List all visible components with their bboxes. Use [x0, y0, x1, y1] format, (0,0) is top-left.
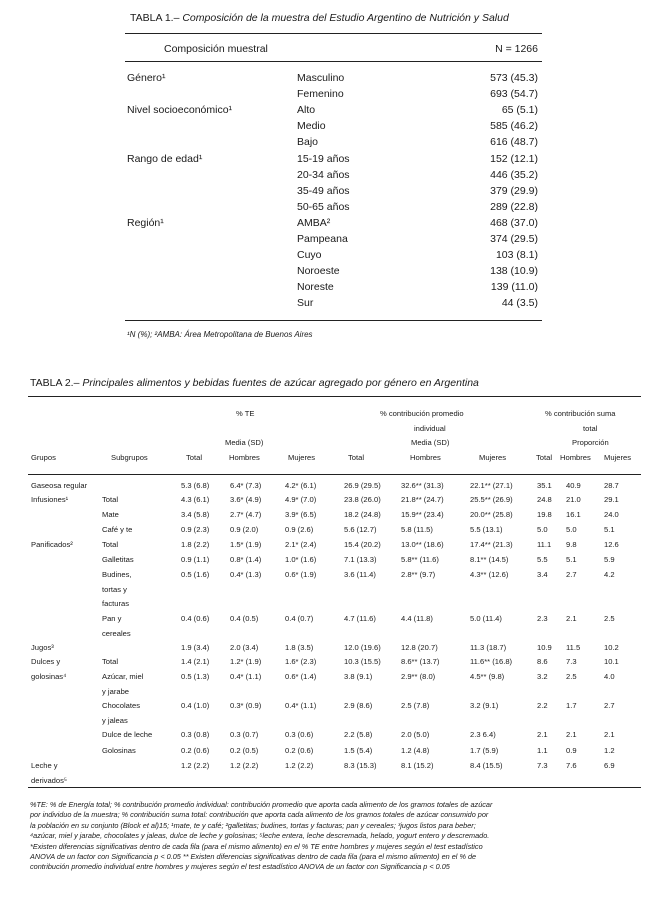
table2-cell: 22.1** (27.1) — [470, 481, 513, 490]
table2-header-media-sd: Media (SD) — [225, 438, 264, 447]
table2-cell: 19.8 — [537, 510, 552, 519]
table2-cell: 23.8 (26.0) — [344, 495, 381, 504]
table2-cell: 35.1 — [537, 481, 552, 490]
table2-cell: 15.4 (20.2) — [344, 540, 381, 549]
table2-cell: 2.1* (2.4) — [285, 540, 317, 549]
table1-header-rule — [125, 61, 542, 62]
table1-value: 139 (11.0) — [490, 281, 538, 294]
table2-cell: 5.5 — [537, 555, 548, 564]
table2-cell: 11.1 — [537, 540, 552, 549]
table2-cell: 1.8 (3.5) — [285, 643, 314, 652]
table2-cell: 2.1 — [566, 614, 577, 623]
table2-cell: 4.9* (7.0) — [285, 495, 317, 504]
table1-category: AMBA² — [297, 216, 331, 229]
table2-cell: 10.3 (15.5) — [344, 657, 381, 666]
table2-group: derivados⁵ — [31, 775, 68, 785]
table2-subgroup: Café y te — [102, 525, 133, 534]
table2-cell: 1.7 — [566, 701, 577, 710]
table2-cell: 4.0 — [604, 672, 615, 681]
table2-cell: 2.0 (5.0) — [401, 730, 430, 739]
table2-subgroup: facturas — [102, 599, 130, 608]
table2-cell: 11.5 — [566, 643, 581, 652]
table2-footnote-line: por individuo de la muestra; % contribución suma total: contribución que aporta cada alimento de los gramos totales de azúcar consumido por — [30, 810, 489, 820]
table1-category: Medio — [297, 120, 326, 133]
table2-cell: 11.3 (18.7) — [470, 643, 507, 652]
table2-cell: 1.2 (4.8) — [401, 746, 430, 755]
table2-cell: 2.7 — [604, 701, 615, 710]
table2-cell: 0.4 (1.0) — [181, 701, 210, 710]
table2-cell: 0.3* (0.9) — [230, 701, 262, 710]
table2-cell: 8.6 — [537, 657, 548, 666]
table2-cell: 8.1** (14.5) — [470, 555, 509, 564]
table1-category: Cuyo — [297, 249, 322, 262]
table2-col-st-total: Total — [536, 453, 553, 462]
table2-cell: 5.9 — [604, 555, 615, 564]
table2-header-individual: individual — [414, 424, 446, 433]
table2-cell: 0.6* (1.9) — [285, 570, 317, 579]
table2-cell: 9.8 — [566, 540, 577, 549]
table2-cell: 24.0 — [604, 510, 619, 519]
table1-value: 138 (10.9) — [490, 265, 538, 278]
table2-subgroup: y jarabe — [102, 686, 130, 696]
table2-cell: 5.0 — [566, 525, 577, 534]
table1-value: 65 (5.1) — [501, 104, 538, 117]
table2-cell: 4.2* (6.1) — [285, 481, 317, 490]
table2-subgroup: Dulce de leche — [102, 730, 153, 739]
table2-subgroup: y jaleas — [102, 715, 128, 725]
table2-cell: 2.8** (9.7) — [401, 570, 436, 579]
table2-cell: 3.4 — [537, 570, 548, 579]
table2-cell: 17.4** (21.3) — [470, 540, 513, 549]
table1-value: 693 (54.7) — [490, 88, 538, 101]
table2-cell: 1.7 (5.9) — [470, 746, 499, 755]
table2-cell: 7.3 — [537, 761, 548, 770]
table2-cell: 0.5 (1.6) — [181, 570, 210, 579]
table2-group: Panificados² — [31, 540, 73, 549]
table2-cell: 5.8 (11.5) — [401, 525, 433, 534]
table2-cell: 1.2* (1.9) — [230, 657, 262, 666]
table2-cell: 2.0 (3.4) — [230, 643, 259, 652]
table1-group-label: Rango de edad¹ — [127, 152, 203, 165]
table2-cell: 5.1 — [566, 555, 577, 564]
table2-cell: 0.9 (2.0) — [230, 525, 259, 534]
table2-cell: 0.9 — [566, 746, 577, 755]
table1-footnote: ¹N (%); ²AMBA: Área Metropolitana de Buenos Aires — [127, 330, 313, 339]
table2-cell: 2.7* (4.7) — [230, 510, 262, 519]
table2-cell: 2.1 — [604, 730, 615, 739]
table2-subgroup: cereales — [102, 628, 131, 638]
table2-cell: 6.4* (7.3) — [230, 481, 262, 490]
table2-cell: 6.9 — [604, 761, 615, 770]
table2-cell: 2.5 — [566, 672, 577, 681]
table2-cell: 1.5* (1.9) — [230, 540, 262, 549]
table2-subgroup: Total — [102, 657, 119, 666]
table2-cell: 7.3 — [566, 657, 577, 666]
table2-cell: 13.0** (18.6) — [401, 540, 444, 549]
table2-footnote-line: *Existen diferencias significativas dentro de cada fila (para el mismo alimento) en el % TE entre hombres y mujeres según el test estadístico — [30, 841, 483, 851]
table2-cell: 40.9 — [566, 481, 581, 490]
table2-footnote-line: ANOVA de un factor con Significancia p < 0.05 ** Existen diferencias significativas dentro de cada fila (para el mismo alimento) en el % de — [30, 852, 477, 862]
table2-subgroup: Golosinas — [102, 746, 136, 755]
table1-value: 585 (46.2) — [490, 120, 538, 133]
table2-cell: 1.1 — [537, 746, 548, 755]
table1-category: Masculino — [297, 72, 345, 84]
table2-cell: 5.8** (11.6) — [401, 555, 439, 564]
table2-cell: 1.4 (2.1) — [181, 657, 210, 666]
table1-category: 50-65 años — [297, 200, 350, 213]
table2-subgroup: Budines, — [102, 570, 132, 579]
table2-cell: 2.1 — [566, 730, 577, 739]
table2-cell: 25.5** (26.9) — [470, 495, 513, 504]
table2-header-contrib: % contribución promedio — [380, 409, 464, 418]
table2-col-grupos: Grupos — [31, 453, 56, 462]
table2-cell: 1.2 (2.2) — [285, 761, 314, 770]
table2-cell: 2.3 — [537, 614, 548, 623]
table2-cell: 4.4 (11.8) — [401, 614, 433, 623]
table2-footnote-line: contribución promedio individual entre hombres y mujeres según el test estadístico ANOVA de un factor con Significancia p < 0.05 — [30, 862, 450, 872]
table1-value: 379 (29.9) — [490, 184, 538, 197]
table1-group-label: Región¹ — [127, 216, 164, 229]
table2-cell: 0.4 (0.5) — [230, 614, 259, 623]
table2-cell: 0.3 (0.7) — [230, 730, 259, 739]
table2-group: Gaseosa regular — [31, 481, 88, 490]
table2-footnote — [30, 800, 650, 873]
table2-cell: 4.5** (9.8) — [470, 672, 505, 681]
table2-subgroup: Total — [102, 540, 119, 549]
table2-cell: 3.2 — [537, 672, 548, 681]
table2-subgroup: Azúcar, miel — [102, 672, 144, 681]
table2-cell: 8.4 (15.5) — [470, 761, 503, 770]
table1-title-prefix: TABLA 1.– — [130, 12, 180, 24]
table2-cell: 3.4 (5.8) — [181, 510, 210, 519]
table2-cell: 4.3 (6.1) — [181, 495, 210, 504]
table2-group: Jugos³ — [31, 643, 54, 652]
table2-cell: 5.3 (6.8) — [181, 481, 210, 490]
table1-category: Noroeste — [297, 265, 340, 278]
table1-category: 20-34 años — [297, 168, 350, 181]
table2-cell: 10.2 — [604, 643, 619, 652]
table1-category: 15-19 años — [297, 152, 350, 165]
table1-category: Alto — [297, 104, 316, 117]
table2-header-media-sd-2: Media (SD) — [411, 438, 450, 447]
table2-cell: 0.9 (2.3) — [181, 525, 210, 534]
table2-cell: 18.2 (24.8) — [344, 510, 381, 519]
table2-header-suma: % contribución suma — [545, 409, 616, 418]
table2-cell: 5.1 — [604, 525, 615, 534]
table2-cell: 4.3** (12.6) — [470, 570, 509, 579]
table2-cell: 2.9** (8.0) — [401, 672, 436, 681]
table2-cell: 0.4 (0.7) — [285, 614, 314, 623]
table2-subgroup: Galletitas — [102, 555, 134, 564]
table2-cell: 4.7 (11.6) — [344, 614, 376, 623]
table2-footnote-line: ⁴azúcar, miel y jarabe, chocolates y jaleas, dulce de leche y golosinas; ⁵leche entera, leche descremada, helado, yogurt entero y descremado. — [30, 831, 490, 841]
table2-cell: 0.4* (1.1) — [285, 701, 317, 710]
table2-title-prefix: TABLA 2.– — [30, 377, 80, 389]
table2-group: Leche y — [31, 761, 58, 770]
table2-cell: 0.4* (1.3) — [230, 570, 262, 579]
table2-cell: 0.6* (1.4) — [285, 672, 317, 681]
table1-category: 35-49 años — [297, 184, 350, 197]
table2-cell: 8.6** (13.7) — [401, 657, 440, 666]
table2-cell: 0.2 (0.6) — [181, 746, 210, 755]
table2-cell: 20.0** (25.8) — [470, 510, 513, 519]
table2-col-te-mujeres: Mujeres — [288, 453, 316, 462]
table2-cell: 1.2 (2.2) — [230, 761, 259, 770]
table1-group-label: Nivel socioeconómico¹ — [127, 104, 233, 117]
table2-cell: 2.5 — [604, 614, 615, 623]
table2-cell: 2.5 (7.8) — [401, 701, 430, 710]
table2-bottom-rule — [28, 787, 641, 788]
table2-cell: 1.2 (2.2) — [181, 761, 210, 770]
table2-cell: 0.2 (0.5) — [230, 746, 259, 755]
table2-title — [30, 377, 479, 389]
table2-header-te: % TE — [236, 409, 255, 418]
table2-cell: 28.7 — [604, 481, 619, 490]
table2-subgroup: Chocolates — [102, 701, 140, 710]
table2-group: Dulces y — [31, 657, 61, 666]
table2-col-st-mujeres: Mujeres — [604, 453, 632, 462]
table2-top-rule — [28, 396, 641, 397]
table1-group-label: Género¹ — [127, 72, 166, 84]
table1-value: 616 (48.7) — [490, 136, 538, 149]
table2-cell: 3.9* (6.5) — [285, 510, 317, 519]
table2-group: Infusiones¹ — [31, 495, 69, 504]
table2-header-proporcion: Proporción — [572, 438, 609, 447]
table2-cell: 1.5 (5.4) — [344, 746, 373, 755]
table2-header-total: total — [583, 424, 598, 433]
table2-cell: 10.9 — [537, 643, 552, 652]
table2-cell: 32.6** (31.3) — [401, 481, 444, 490]
table1-category: Femenino — [297, 88, 344, 101]
table2-cell: 7.6 — [566, 761, 577, 770]
table2-cell: 11.6** (16.8) — [470, 657, 513, 666]
table1-header-right: N = 1266 — [495, 43, 538, 55]
table1-value: 468 (37.0) — [490, 216, 538, 229]
table2-header-rule — [28, 474, 641, 475]
table2-col-ci-hombres: Hombres — [410, 453, 441, 462]
table2-cell: 5.5 (13.1) — [470, 525, 503, 534]
table2-cell: 3.8 (9.1) — [344, 672, 373, 681]
table1-top-rule — [125, 33, 542, 34]
table2-cell: 3.2 (9.1) — [470, 701, 499, 710]
table2-cell: 2.3 6.4) — [470, 730, 496, 739]
table2-subgroup: Total — [102, 495, 119, 504]
table2-cell: 0.8* (1.4) — [230, 555, 262, 564]
table1-title — [130, 12, 509, 24]
table2-cell: 7.1 (13.3) — [344, 555, 377, 564]
table2-cell: 29.1 — [604, 495, 619, 504]
table2-cell: 1.2 — [604, 746, 615, 755]
table2-cell: 0.2 (0.6) — [285, 746, 314, 755]
table2-cell: 8.1 (15.2) — [401, 761, 434, 770]
table2-cell: 21.8** (24.7) — [401, 495, 444, 504]
table2-cell: 5.0 — [537, 525, 548, 534]
table2-col-st-hombres: Hombres — [560, 453, 591, 462]
table2-cell: 0.4 (0.6) — [181, 614, 210, 623]
table2-cell: 26.9 (29.5) — [344, 481, 381, 490]
table2-cell: 12.6 — [604, 540, 619, 549]
table1-value: 44 (3.5) — [501, 297, 538, 310]
table1-category: Sur — [297, 297, 314, 310]
table2-cell: 1.9 (3.4) — [181, 643, 210, 652]
table1-value: 103 (8.1) — [495, 249, 538, 262]
table2-cell: 3.6* (4.9) — [230, 495, 262, 504]
table2-cell: 2.1 — [537, 730, 548, 739]
table1-category: Pampeana — [297, 233, 348, 245]
table2-col-subgrupos: Subgrupos — [111, 453, 148, 462]
table1-category: Noreste — [297, 281, 334, 294]
table2-subgroup: Mate — [102, 510, 119, 519]
table2-cell: 8.3 (15.3) — [344, 761, 377, 770]
table2-cell: 10.1 — [604, 657, 619, 666]
table1-title-text: Composición de la muestra del Estudio Argentino de Nutrición y Salud — [182, 12, 509, 24]
table2-title-text: Principales alimentos y bebidas fuentes de azúcar agregado por género en Argentina — [82, 377, 479, 389]
table2-cell: 12.0 (19.6) — [344, 643, 381, 652]
table1-category: Bajo — [297, 136, 319, 149]
table1-value: 152 (12.1) — [490, 152, 538, 165]
table2-footnote-line: la población en su conjunto (Block et al)15; ¹mate, te y café; ²galletitas; budines, tortas y facturas; pan y cereales; ³jugos listos para beber; — [30, 820, 476, 830]
table1-header-left: Composición muestral — [164, 43, 268, 55]
table2-cell: 12.8 (20.7) — [401, 643, 438, 652]
table2-cell: 0.3 (0.8) — [181, 730, 210, 739]
table2-cell: 2.2 — [537, 701, 548, 710]
table2-cell: 0.5 (1.3) — [181, 672, 210, 681]
table2-cell: 2.7 — [566, 570, 577, 579]
table2-cell: 0.9 (2.6) — [285, 525, 314, 534]
table1-value: 446 (35.2) — [490, 168, 538, 181]
table2-cell: 1.8 (2.2) — [181, 540, 210, 549]
table2-footnote-line: %TE: % de Energía total; % contribución promedio individual: contribución promedio que aporta cada alimento de los gramos totales de azúcar — [30, 800, 493, 809]
table2-cell: 0.9 (1.1) — [181, 555, 210, 564]
table2-cell: 1.0* (1.6) — [285, 555, 317, 564]
table2-cell: 4.2 — [604, 570, 615, 579]
table2-col-ci-mujeres: Mujeres — [479, 453, 507, 462]
table2-cell: 15.9** (23.4) — [401, 510, 444, 519]
table2-col-te-total: Total — [186, 453, 203, 462]
table1-value: 573 (45.3) — [490, 72, 538, 84]
table2-col-ci-total: Total — [348, 453, 365, 462]
table1-value: 374 (29.5) — [490, 233, 538, 245]
table2-cell: 2.9 (8.6) — [344, 701, 373, 710]
table2-subgroup: Pan y — [102, 614, 122, 623]
table1-bottom-rule — [125, 320, 542, 321]
table2-cell: 3.6 (11.4) — [344, 570, 376, 579]
table2-group: golosinas⁴ — [31, 671, 67, 681]
table2-cell: 2.2 (5.8) — [344, 730, 373, 739]
table2-cell: 16.1 — [566, 510, 581, 519]
table2-cell: 21.0 — [566, 495, 581, 504]
table2-col-te-hombres: Hombres — [229, 453, 260, 462]
table2-cell: 24.8 — [537, 495, 552, 504]
table2-cell: 5.6 (12.7) — [344, 525, 377, 534]
table2-subgroup: tortas y — [102, 584, 127, 594]
table2-cell: 0.3 (0.6) — [285, 730, 314, 739]
table2-cell: 1.6* (2.3) — [285, 657, 317, 666]
table2-cell: 0.4* (1.1) — [230, 672, 262, 681]
table1-value: 289 (22.8) — [490, 200, 538, 213]
table2-cell: 5.0 (11.4) — [470, 614, 502, 623]
